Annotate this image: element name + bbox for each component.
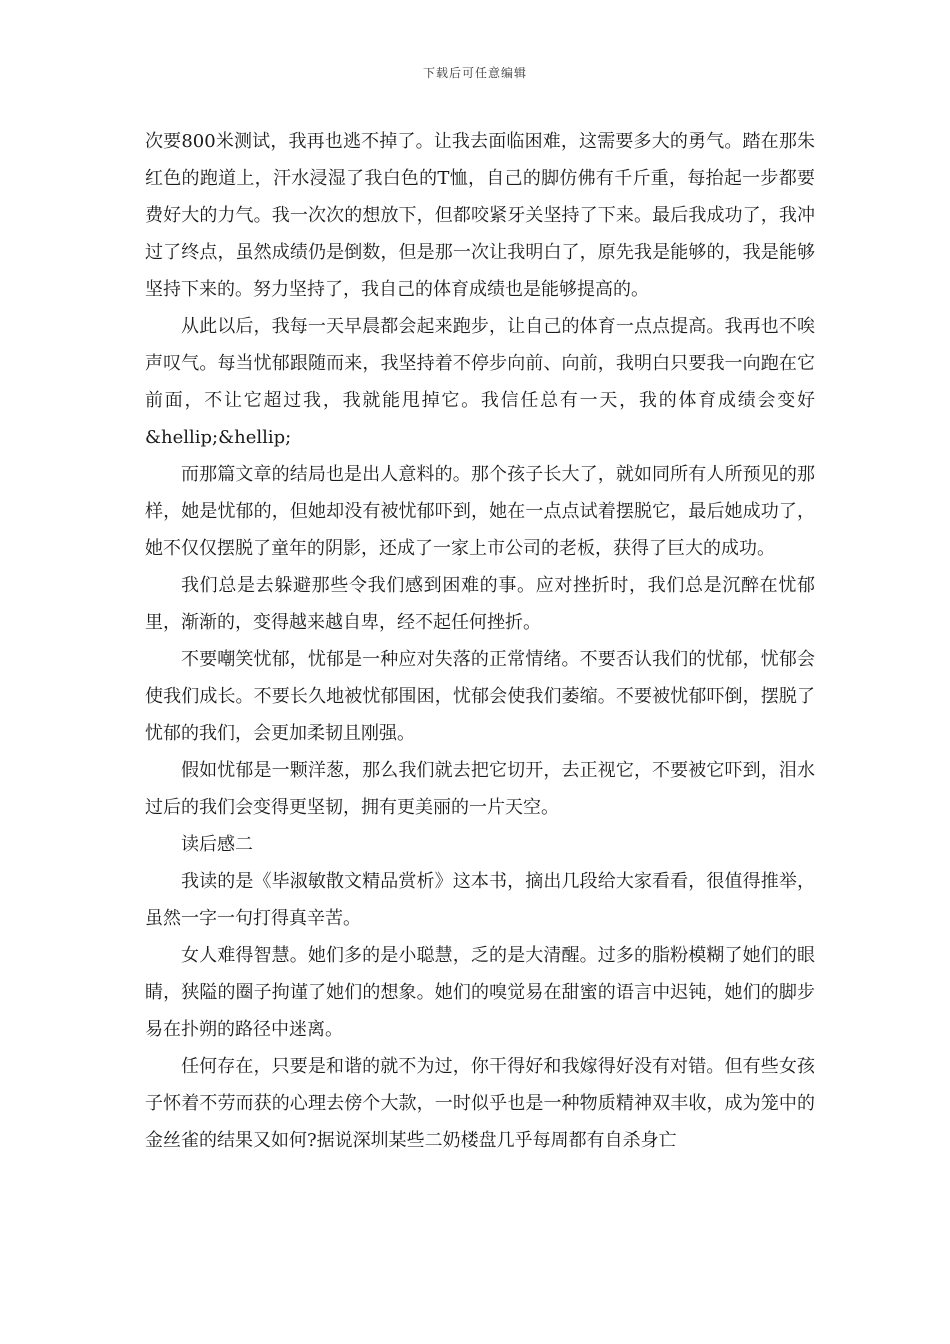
section-heading: 读后感二 [181, 834, 253, 855]
paragraph-7: 我读的是《毕淑敏散文精品赏析》这本书，摘出几段给大家看看，很值得推举，虽然一字一句打得真辛苦。 [145, 871, 815, 929]
paragraph-3: 而那篇文章的结局也是出人意料的。那个孩子长大了，就如同所有人所预见的那样，她是忧郁的，但她却没有被忧郁吓到，她在一点点试着摆脱它，最后她成功了，她不仅仅摆脱了童年的阴影，还成了一家上市公司的老板，获得了巨大的成功。 [145, 464, 815, 559]
paragraph-2: 从此以后，我每一天早晨都会起来跑步，让自己的体育一点点提高。我再也不唉声叹气。每当忧郁跟随而来，我坚持着不停步向前、向前，我明白只要我一向跑在它前面，不让它超过我，我就能甩掉它。我信任总有一天，我的体育成绩会变好&hellip;&hellip; [145, 316, 815, 448]
page-header: 下载后可任意编辑 [422, 66, 527, 80]
paragraph-1: 次要800米测试，我再也逃不掉了。让我去面临困难，这需要多大的勇气。踏在那朱红色的跑道上，汗水浸湿了我白色的T恤，自己的脚仿佛有千斤重，每抬起一步都要费好大的力气。我一次次的想放下，但都咬紧牙关坚持了下来。最后我成功了，我冲过了终点，虽然成绩仍是倒数，但是那一次让我明白了，原先我是能够的，我是能够坚持下来的。努力坚持了，我自己的体育成绩也是能够提高的。 [145, 131, 815, 300]
paragraph-4: 我们总是去躲避那些令我们感到困难的事。应对挫折时，我们总是沉醉在忧郁里，渐渐的，变得越来越自卑，经不起任何挫折。 [145, 575, 815, 633]
document-body [145, 123, 815, 1159]
paragraph-6: 假如忧郁是一颗洋葱，那么我们就去把它切开，去正视它，不要被它吓到，泪水过后的我们会变得更坚韧，拥有更美丽的一片天空。 [145, 760, 815, 818]
paragraph-5: 不要嘲笑忧郁，忧郁是一种应对失落的正常情绪。不要否认我们的忧郁，忧郁会使我们成长。不要长久地被忧郁围困，忧郁会使我们萎缩。不要被忧郁吓倒，摆脱了忧郁的我们，会更加柔韧且刚强。 [145, 649, 815, 744]
paragraph-9: 任何存在，只要是和谐的就不为过，你干得好和我嫁得好没有对错。但有些女孩子怀着不劳而获的心理去傍个大款，一时似乎也是一种物质精神双丰收，成为笼中的金丝雀的结果又如何?据说深圳某些二奶楼盘几乎每周都有自杀身亡 [145, 1056, 815, 1151]
paragraph-8: 女人难得智慧。她们多的是小聪慧，乏的是大清醒。过多的脂粉模糊了她们的眼睛，狭隘的圈子拘谨了她们的想象。她们的嗅觉易在甜蜜的语言中迟钝，她们的脚步易在扑朔的路径中迷离。 [145, 945, 815, 1040]
